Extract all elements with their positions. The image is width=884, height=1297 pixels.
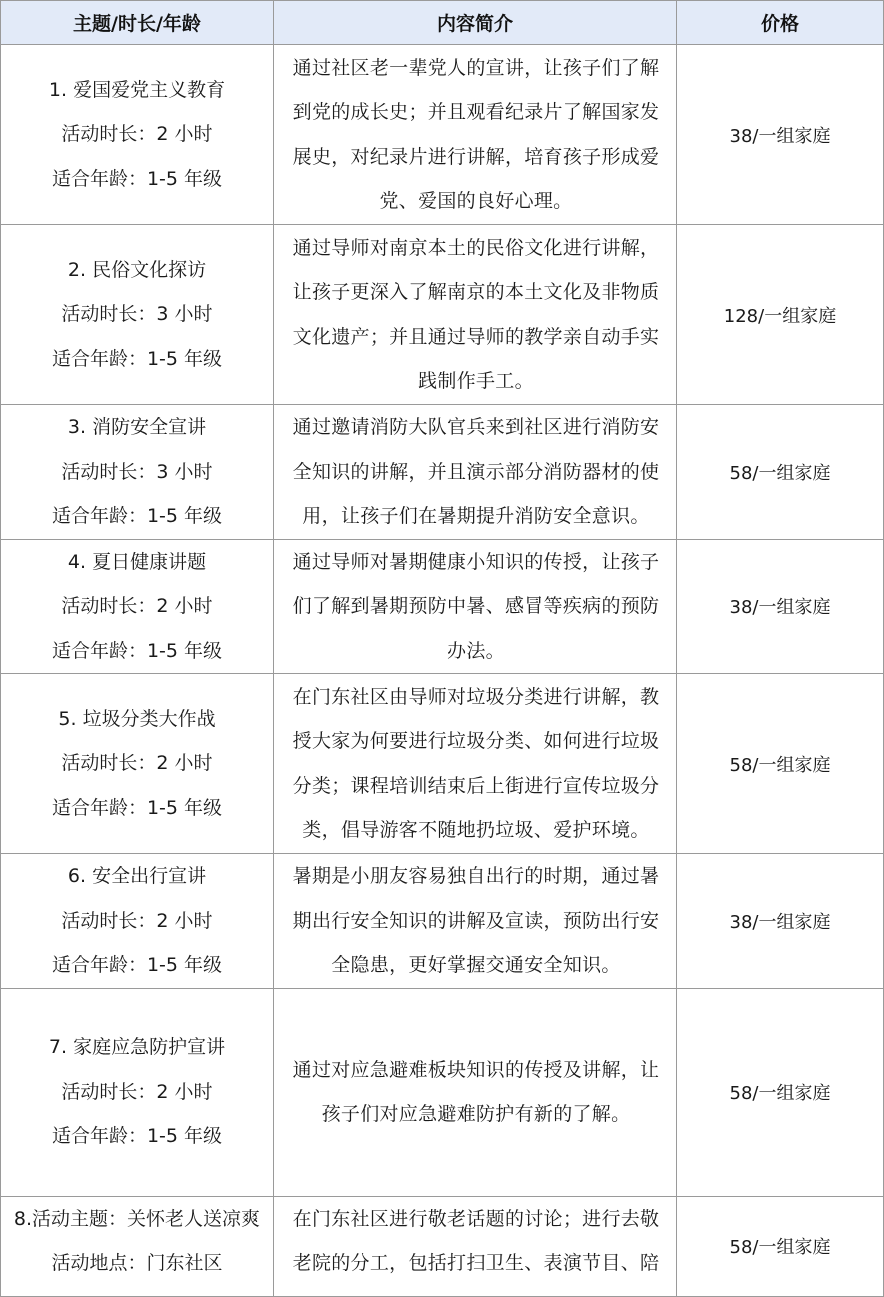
table-row bbox=[1, 674, 884, 854]
activity-age: 适合年龄：1-5 年级 bbox=[51, 1125, 223, 1148]
activity-age: 适合年龄：1-5 年级 bbox=[51, 167, 223, 190]
activity-duration: 活动时长：2 小时 bbox=[61, 123, 213, 146]
activity-age: 适合年龄：1-5 年级 bbox=[51, 796, 223, 819]
activity-duration: 活动时长：2 小时 bbox=[61, 595, 213, 617]
activity-title: 5. 垃圾分类大作战 bbox=[58, 707, 216, 730]
activity-age: 适合年龄：1-5 年级 bbox=[51, 639, 223, 662]
description-cell bbox=[274, 225, 677, 405]
header-description: 内容简介 bbox=[274, 1, 677, 45]
description-cell bbox=[274, 1196, 677, 1296]
activity-description: 通过对应急避难板块知识的传授及讲解，让孩子们对应急避难防护有新的了解。 bbox=[292, 1058, 660, 1125]
topic-cell bbox=[1, 854, 274, 989]
header-price: 价格 bbox=[677, 1, 884, 45]
activity-description: 在门东社区进行敬老话题的讨论；进行去敬老院的分工，包括打扫卫生、表演节目、陪 bbox=[292, 1207, 660, 1274]
price-cell: 128/一组家庭 bbox=[677, 225, 884, 405]
price-cell: 38/一组家庭 bbox=[677, 854, 884, 989]
price-cell: 38/一组家庭 bbox=[677, 539, 884, 674]
activity-title: 8.活动主题：关怀老人送凉爽 bbox=[13, 1207, 261, 1230]
description-cell bbox=[274, 674, 677, 854]
table-row bbox=[1, 539, 884, 674]
activity-title: 7. 家庭应急防护宣讲 bbox=[48, 1036, 226, 1059]
topic-cell bbox=[1, 225, 274, 405]
activity-title: 1. 爱国爱党主义教育 bbox=[48, 78, 226, 101]
table-row bbox=[1, 854, 884, 989]
header-topic-duration-age: 主题/时长/年龄 bbox=[1, 1, 274, 45]
description-cell bbox=[274, 405, 677, 540]
topic-cell bbox=[1, 539, 274, 674]
activity-description: 在门东社区由导师对垃圾分类进行讲解，教授大家为何要进行垃圾分类、如何进行垃圾分类；课程培训结束后上街进行宣传垃圾分类，倡导游客不随地扔垃圾、爱护环境。 bbox=[292, 685, 660, 841]
topic-cell bbox=[1, 1196, 274, 1296]
topic-cell bbox=[1, 988, 274, 1196]
activity-description: 通过导师对暑期健康小知识的传授，让孩子们了解到暑期预防中暑、感冒等疾病的预防办法。 bbox=[292, 550, 660, 662]
table-header-row bbox=[1, 1, 884, 45]
activity-title: 3. 消防安全宣讲 bbox=[67, 416, 207, 438]
topic-cell bbox=[1, 45, 274, 225]
activity-title: 6. 安全出行宣讲 bbox=[67, 865, 207, 887]
activity-duration: 活动时长：3 小时 bbox=[61, 460, 213, 483]
activity-age: 适合年龄：1-5 年级 bbox=[51, 954, 223, 976]
table-row bbox=[1, 405, 884, 540]
activity-location: 活动地点：门东社区 bbox=[51, 1252, 223, 1274]
description-cell bbox=[274, 45, 677, 225]
description-cell bbox=[274, 988, 677, 1196]
activity-title: 2. 民俗文化探访 bbox=[67, 258, 207, 281]
topic-cell bbox=[1, 674, 274, 854]
price-cell: 58/一组家庭 bbox=[677, 674, 884, 854]
activity-description: 通过社区老一辈党人的宣讲，让孩子们了解到党的成长史；并且观看纪录片了解国家发展史，对纪录片进行讲解，培育孩子形成爱党、爱国的良好心理。 bbox=[292, 56, 660, 212]
description-cell bbox=[274, 539, 677, 674]
description-cell bbox=[274, 854, 677, 989]
activity-description: 通过邀请消防大队官兵来到社区进行消防安全知识的讲解，并且演示部分消防器材的使用，让孩子们在暑期提升消防安全意识。 bbox=[292, 416, 660, 527]
activity-age: 适合年龄：1-5 年级 bbox=[51, 347, 223, 370]
table-row bbox=[1, 988, 884, 1196]
table-row bbox=[1, 45, 884, 225]
table-row bbox=[1, 1196, 884, 1296]
price-cell: 38/一组家庭 bbox=[677, 45, 884, 225]
price-cell: 58/一组家庭 bbox=[677, 988, 884, 1196]
activity-title: 4. 夏日健康讲题 bbox=[67, 550, 207, 573]
activity-duration: 活动时长：2 小时 bbox=[61, 1080, 213, 1103]
topic-cell bbox=[1, 405, 274, 540]
activity-description: 暑期是小朋友容易独自出行的时期，通过暑期出行安全知识的讲解及宣读，预防出行安全隐患，更好掌握交通安全知识。 bbox=[292, 865, 660, 976]
activity-description: 通过导师对南京本土的民俗文化进行讲解，让孩子更深入了解南京的本土文化及非物质文化遗产；并且通过导师的教学亲自动手实践制作手工。 bbox=[292, 236, 660, 392]
price-cell: 58/一组家庭 bbox=[677, 405, 884, 540]
price-cell: 58/一组家庭 bbox=[677, 1196, 884, 1296]
activity-age: 适合年龄：1-5 年级 bbox=[51, 505, 223, 527]
activity-duration: 活动时长：2 小时 bbox=[61, 752, 213, 775]
table-row bbox=[1, 225, 884, 405]
activity-duration: 活动时长：3 小时 bbox=[61, 303, 213, 326]
activity-duration: 活动时长：2 小时 bbox=[61, 909, 213, 932]
